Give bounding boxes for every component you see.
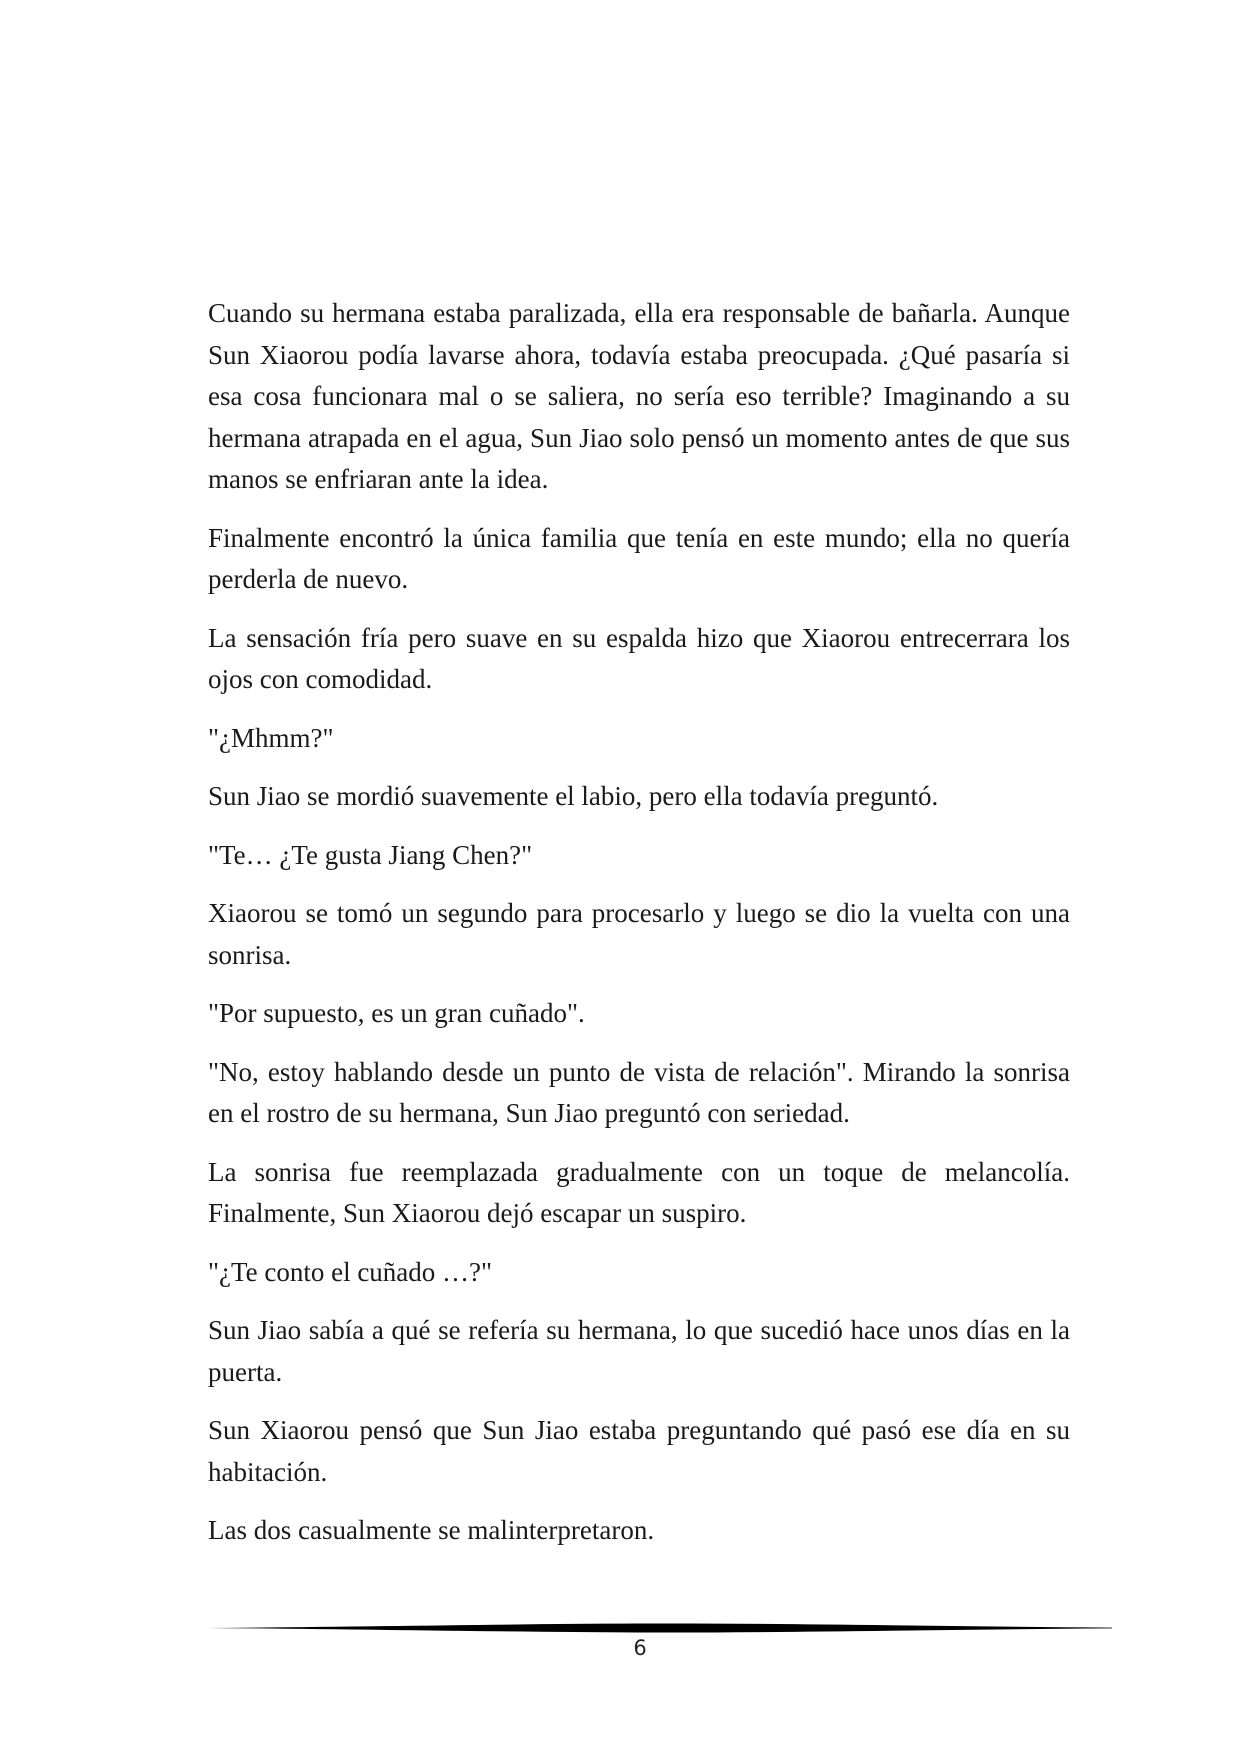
paragraph: Las dos casualmente se malinterpretaron. <box>208 1515 655 1545</box>
paragraph: "No, estoy hablando desde un punto de vista de relación". Mirando la sonrisa en el rostro de su hermana, Sun Jiao preguntó con seriedad. <box>208 1056 1070 1128</box>
paragraph: Sun Xiaorou pensó que Sun Jiao estaba preguntando qué pasó ese día en su habitación. <box>208 1415 1070 1487</box>
paragraph: Xiaorou se tomó un segundo para procesarlo y luego se dio la vuelta con una sonrisa. <box>208 898 1070 970</box>
paragraph: Sun Jiao sabía a qué se refería su hermana, lo que sucedió hace unos días en la puerta. <box>208 1315 1070 1387</box>
paragraph: "Te… ¿Te gusta Jiang Chen?" <box>208 839 533 870</box>
paragraph: La sensación fría pero suave en su espalda hizo que Xiaorou entrecerrara los ojos con comodidad. <box>208 622 1070 694</box>
page-number: 6 <box>633 1636 647 1660</box>
paragraph: "Por supuesto, es un gran cuñado". <box>208 998 585 1028</box>
footer-divider <box>208 1622 1112 1634</box>
paragraph: Cuando su hermana estaba paralizada, ella era responsable de bañarla. Aunque Sun Xiaorou podía lavarse ahora, todavía estaba preocupada. ¿Qué pasaría si esa cosa funcionara mal o se saliera, no sería eso terrible? Imaginando a su hermana atrapada en el agua, Sun Jiao solo pensó un momento antes de que sus manos se enfriaran ante la idea. <box>208 298 1070 494</box>
paragraph: Sun Jiao se mordió suavemente el labio, pero ella todavía preguntó. <box>208 781 939 811</box>
body-text <box>208 293 1070 1569</box>
paragraph: "¿Mhmm?" <box>208 722 334 753</box>
paragraph: "¿Te conto el cuñado …?" <box>208 1256 493 1287</box>
paragraph: La sonrisa fue reemplazada gradualmente con un toque de melancolía. Finalmente, Sun Xiaorou dejó escapar un suspiro. <box>208 1156 1070 1228</box>
paragraph: Finalmente encontró la única familia que tenía en este mundo; ella no quería perderla de nuevo. <box>208 522 1070 594</box>
